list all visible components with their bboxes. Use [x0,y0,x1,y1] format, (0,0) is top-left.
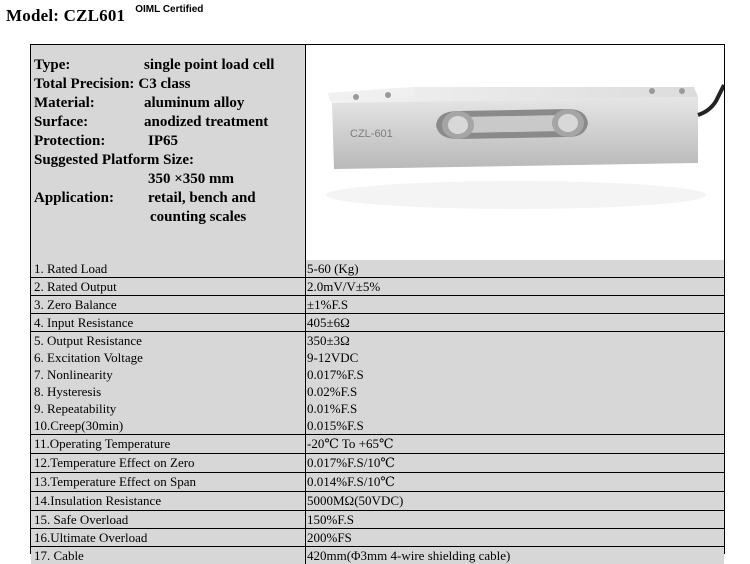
model-title: Model: CZL601 [6,6,126,25]
info-precision-row [34,75,305,94]
spec-value: 150%F.S [306,511,724,528]
spec-row [31,546,724,564]
spec-value: 420mm(Φ3mm 4-wire shielding cable) [306,547,724,564]
info-precision-value: C3 class [138,76,191,92]
spec-name: 3. Zero Balance [31,296,306,313]
info-platform-value: 350 ×350 mm [148,171,235,187]
model-header [6,6,203,32]
load-cell-photo [306,45,724,260]
spec-name: 17. Cable [31,547,306,564]
spec-name: 1. Rated Load [31,260,306,277]
info-surface-row [34,113,305,132]
info-application-value-1: retail, bench and [148,190,256,206]
load-cell-illustration [306,45,724,260]
spec-row [31,491,724,510]
info-surface-value: anodized treatment [144,114,269,130]
spec-row [31,277,724,295]
spec-name: 5. Output Resistance [31,332,306,349]
spec-value: 0.015%F.S [306,417,724,434]
spec-row [31,383,724,400]
spec-value: 405±6Ω [306,314,724,331]
info-type-value: single point load cell [144,57,275,73]
spec-value: 5000MΩ(50VDC) [306,492,724,510]
info-application-row [34,189,305,208]
spec-table [31,260,724,564]
spec-sheet [30,44,725,563]
spec-value: 0.017%F.S/10℃ [306,454,724,472]
spec-name: 8. Hysteresis [31,383,306,400]
spec-name: 9. Repeatability [31,400,306,417]
spec-row [31,434,724,453]
spec-row [31,313,724,331]
spec-row [31,331,724,349]
load-cell-engraving: CZL-601 [350,128,393,140]
spec-value: 0.02%F.S [306,383,724,400]
spec-row [31,417,724,434]
spec-name: 12.Temperature Effect on Zero [31,454,306,472]
spec-value: ±1%F.S [306,296,724,313]
info-material-value: aluminum alloy [144,95,245,111]
certification-label: OIML Certified [135,4,204,15]
load-cell-cable [698,85,724,115]
info-application-row-2 [34,208,305,227]
spec-row [31,260,724,277]
spec-name: 10.Creep(30min) [31,417,306,434]
info-platform-value-row [34,170,305,189]
info-platform-row [34,151,305,170]
info-type-label: Type: [34,57,71,73]
info-material-row [34,94,305,113]
spec-name: 14.Insulation Resistance [31,492,306,510]
spec-name: 4. Input Resistance [31,314,306,331]
spec-value: 350±3Ω [306,332,724,349]
info-precision-label: Total Precision: [34,76,135,92]
spec-row [31,528,724,546]
info-protection-row [34,132,305,151]
info-type-row [34,56,305,75]
info-surface-label: Surface: [34,114,89,130]
spec-row [31,472,724,491]
spec-name: 7. Nonlinearity [31,366,306,383]
spec-row [31,295,724,313]
spec-row [31,400,724,417]
spec-name: 2. Rated Output [31,278,306,295]
spec-name: 6. Excitation Voltage [31,349,306,366]
spec-value: 9-12VDC [306,349,724,366]
spec-value: 0.014%F.S/10℃ [306,473,724,491]
info-application-label: Application: [34,190,115,206]
spec-value: 0.017%F.S [306,366,724,383]
spec-name: 11.Operating Temperature [31,435,306,453]
info-protection-value: IP65 [148,133,178,149]
info-application-value-2: counting scales [150,209,247,225]
spec-row [31,366,724,383]
info-protection-label: Protection: [34,133,106,149]
info-platform-label: Suggested Platform Size: [34,152,194,168]
spec-value: 0.01%F.S [306,400,724,417]
spec-value: -20℃ To +65℃ [306,435,724,453]
info-material-label: Material: [34,95,95,111]
spec-value: 2.0mV/V±5% [306,278,724,295]
spec-row [31,349,724,366]
spec-value: 200%FS [306,529,724,546]
spec-name: 13.Temperature Effect on Span [31,473,306,491]
product-info-panel [31,45,306,260]
spec-row [31,453,724,472]
spec-name: 15. Safe Overload [31,511,306,528]
spec-name: 16.Ultimate Overload [31,529,306,546]
spec-value: 5-60 (Kg) [306,260,724,277]
spec-row [31,510,724,528]
